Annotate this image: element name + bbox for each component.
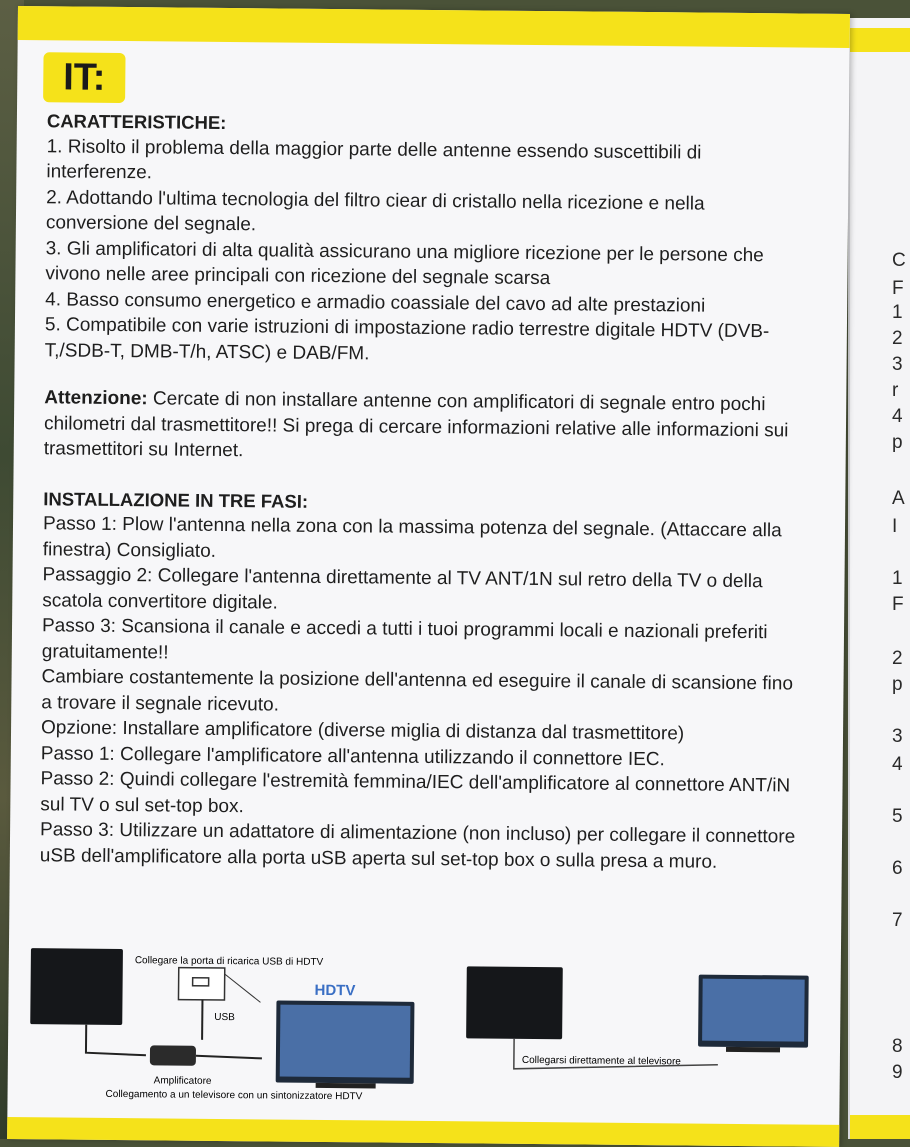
top-yellow-band xyxy=(18,6,850,48)
warning-text: Cercate di non installare antenne con amplificatori di segnale entro pochi chilometri dal trasmettitore!! Si prega di cercare informazioni relative alle informazioni sui trasmettitori su Internet. xyxy=(44,388,789,461)
tv-screen xyxy=(280,1005,411,1078)
right-diagram-caption: Collegarsi direttamente al televisore xyxy=(522,1055,682,1068)
next-page-glyph: 8 xyxy=(892,1036,903,1058)
bottom-yellow-band xyxy=(7,1117,839,1147)
feature-item: 1. Risolto il problema della maggior parte delle antenne essendo suscettibili di interferenze. xyxy=(46,134,806,192)
install-line: Passo 3: Scansiona il canale e accedi a tutti i tuoi programmi locali e nazionali preferiti gratuitamente!! xyxy=(42,613,802,671)
features-heading: CARATTERISTICHE: xyxy=(47,108,807,141)
feature-item: 2. Adottando l'ultima tecnologia del filtro ciear di cristallo nella ricezione e nella conversione del segnale. xyxy=(46,185,806,243)
next-page-glyph: 2 xyxy=(892,648,903,670)
page-body xyxy=(40,108,807,875)
next-page-glyph: 1 xyxy=(892,302,903,324)
next-page-glyph: C xyxy=(892,250,906,272)
next-page-glyph: p xyxy=(892,432,903,454)
next-page-glyph: 6 xyxy=(892,858,903,880)
manual-page xyxy=(7,6,850,1147)
usb-port-icon xyxy=(193,978,209,986)
install-line: Opzione: Installare amplificatore (diverse miglia di distanza dal trasmettitore) xyxy=(41,715,801,748)
tv-screen xyxy=(702,979,805,1042)
antenna-cable xyxy=(86,1025,146,1056)
language-badge: IT: xyxy=(43,52,125,103)
amplifier-cable xyxy=(196,1056,262,1059)
pointer-line xyxy=(224,974,260,1002)
next-page-top-band xyxy=(850,28,910,52)
amplifier-label: Amplificatore xyxy=(154,1075,212,1087)
hdtv-label: HDTV xyxy=(314,982,355,999)
next-page-glyph: 5 xyxy=(892,806,903,828)
next-page-glyph: F xyxy=(892,594,904,616)
next-page-glyph: 3 xyxy=(892,726,903,748)
next-page-glyph: 4 xyxy=(892,406,903,428)
feature-item: 5. Compatibile con varie istruzioni di impostazione radio terrestre digitale HDTV (DVB-T,/SDB-T, DMB-T/h, ATSC) e DAB/FM. xyxy=(45,312,805,370)
next-page-glyph: 3 xyxy=(892,354,903,376)
usb-label: USB xyxy=(214,1012,235,1023)
warning-label: Attenzione: xyxy=(44,387,148,409)
install-line: Passo 1: Collegare l'amplificatore all'antenna utilizzando il connettore IEC. xyxy=(41,741,801,774)
next-page-glyph: 7 xyxy=(892,910,903,932)
next-page-glyph: 2 xyxy=(892,328,903,350)
install-line: Passaggio 2: Collegare l'antenna direttamente al TV ANT/1N sul retro della TV o della scatola convertitore digitale. xyxy=(42,562,802,620)
usb-port-label: Collegare la porta di ricarica USB di HDTV xyxy=(135,955,324,968)
amplifier-icon xyxy=(150,1045,196,1065)
next-page-edge xyxy=(848,18,910,1139)
next-page-glyph: I xyxy=(892,516,897,538)
tv-stand xyxy=(316,1083,376,1089)
install-line: Cambiare costantemente la posizione dell'antenna ed eseguire il canale di scansione fino a trovare il segnale ricevuto. xyxy=(41,664,801,722)
next-page-bottom-band xyxy=(850,1115,910,1139)
amplifier-connection-diagram xyxy=(25,942,437,1106)
next-page-glyph: 1 xyxy=(892,568,903,590)
next-page-glyph: p xyxy=(892,674,903,696)
feature-item: 4. Basso consumo energetico e armadio coassiale del cavo ad alte prestazioni xyxy=(45,287,805,320)
install-heading: INSTALLAZIONE IN TRE FASI: xyxy=(43,486,803,519)
install-line: Passo 3: Utilizzare un adattatore di alimentazione (non incluso) per collegare il connettore uSB dell'amplificatore alla porta uSB aperta sul set-top box o sulla presa a muro. xyxy=(40,817,800,875)
next-page-glyph: 9 xyxy=(892,1062,903,1084)
tv-stand xyxy=(726,1047,780,1053)
next-page-glyph: A xyxy=(892,488,905,510)
warning-paragraph xyxy=(44,385,805,469)
install-line: Passo 1: Plow l'antenna nella zona con la massima potenza del segnale. (Attaccare alla finestra) Consigliato. xyxy=(43,511,803,569)
flat-antenna-icon xyxy=(466,966,563,1039)
next-page-glyph: F xyxy=(892,278,904,300)
install-line: Passo 2: Quindi collegare l'estremità femmina/IEC dell'amplificatore al connettore ANT/iN sul TV o sul set-top box. xyxy=(40,766,800,824)
left-diagram-caption: Collegamento a un televisore con un sintonizzatore HDTV xyxy=(106,1089,363,1102)
next-page-glyph: 4 xyxy=(892,754,903,776)
direct-connection-diagram xyxy=(460,958,821,1091)
next-page-glyph: r xyxy=(892,380,898,402)
feature-item: 3. Gli amplificatori di alta qualità assicurano una migliore ricezione per le persone che vivono nelle aree principali con ricezione del segnale scarsa xyxy=(45,236,805,294)
flat-antenna-icon xyxy=(30,948,123,1025)
